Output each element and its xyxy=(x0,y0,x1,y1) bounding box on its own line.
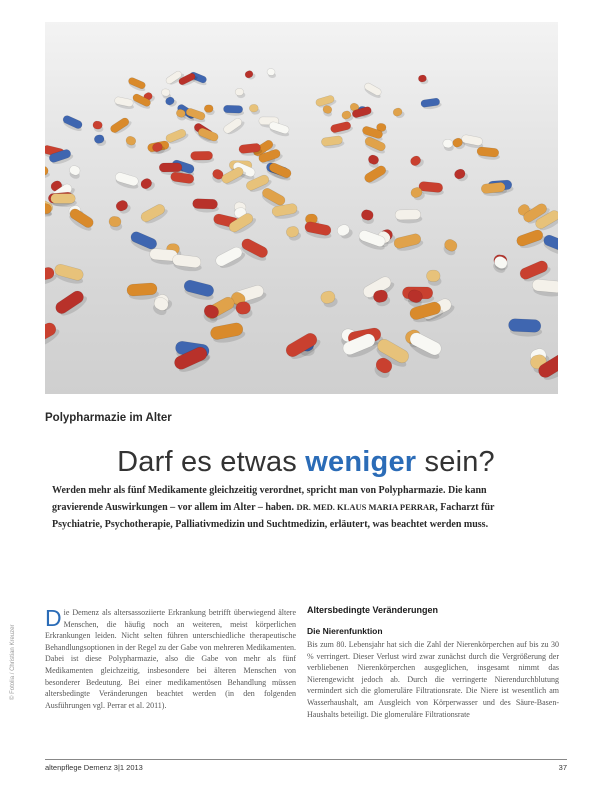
pill-shape xyxy=(113,96,135,110)
pill-shape xyxy=(191,151,215,163)
hero-photo-pills xyxy=(45,22,558,394)
dropcap-letter: D xyxy=(45,605,62,631)
pill-shape xyxy=(426,270,442,286)
pill-shape xyxy=(45,166,50,180)
pill-shape xyxy=(61,114,85,133)
pill-shape xyxy=(184,107,207,124)
pill-shape xyxy=(515,228,547,251)
pill-shape xyxy=(222,116,246,137)
pill-shape xyxy=(209,322,246,346)
pill-shape xyxy=(113,171,141,190)
page-number: 37 xyxy=(558,763,567,772)
headline-highlight: weniger xyxy=(305,446,417,478)
pill-shape xyxy=(124,135,139,150)
pill-shape xyxy=(442,139,455,152)
pill-shape xyxy=(531,279,558,298)
pill-shape xyxy=(192,199,219,213)
pill-shape xyxy=(109,116,133,137)
intro-text-1: Werden mehr als fünf Medikamente gleichzeitig verordnet, spricht man von Polypharmazie. Die kann gravierende Auswirkungen – vor allem im Alter – haben. xyxy=(52,485,487,513)
pill-shape xyxy=(360,209,376,225)
pill-shape xyxy=(223,105,244,116)
pill-shape xyxy=(321,135,345,149)
body-column-left xyxy=(45,607,296,711)
pill-shape xyxy=(420,97,442,110)
pill-shape xyxy=(244,69,256,81)
pill-shape xyxy=(52,263,86,286)
article-kicker: Polypharmazie im Alter xyxy=(45,412,172,424)
pill-shape xyxy=(139,202,169,227)
intro-text-2: , Facharzt für Psychiatrie, Psychotherapie, Palliativmedizin und Suchtmedizin, erläutert, was beachtet werden muss. xyxy=(52,502,495,530)
pill-shape xyxy=(409,153,426,170)
intro-author: DR. MED. KLAUS MARIA PERRAR xyxy=(296,502,436,512)
pill-shape xyxy=(336,222,355,241)
pill-shape xyxy=(481,182,508,197)
pill-shape xyxy=(406,330,445,362)
pills-illustration xyxy=(45,22,558,394)
pill-shape xyxy=(45,320,62,352)
pill-shape xyxy=(182,279,217,302)
pill-shape xyxy=(94,134,107,147)
footer-publication: altenpflege Demenz 3|1 2013 xyxy=(45,763,143,772)
pill-shape xyxy=(266,68,277,78)
pill-shape xyxy=(249,104,260,115)
subsection-heading: Die Nierenfunktion xyxy=(307,626,383,636)
pill-shape xyxy=(267,162,294,183)
body-column-right xyxy=(307,605,559,720)
page-footer xyxy=(45,759,567,772)
pill-shape xyxy=(204,105,214,115)
pill-shape xyxy=(418,74,429,85)
pill-shape xyxy=(395,209,422,223)
pill-shape xyxy=(127,282,160,300)
pill-shape xyxy=(235,88,246,98)
pill-shape xyxy=(392,106,406,119)
pill-shape xyxy=(362,82,384,100)
pill-shape xyxy=(53,288,89,320)
pill-shape xyxy=(393,232,424,253)
pill-shape xyxy=(139,176,156,194)
body-text-left: ie Demenz als altersassoziierte Erkrankung betrifft überwiegend ältere Menschen, die häufig noch an weiteren, meist körperlichen Erkrankungen leiden. Nicht selten führen unterschiedliche therapeutische Behandlungsoptionen in der Regel zu der Gabe von mehreren Medikamenten. Dabei ist diese Polypharmazie, also die Gabe von mehr als fünf Medikamenten gleichzeitig, insbesondere bei älteren Menschen von besonderer Bedeutung. Bei einer medikamentösen Behandlung müssen altersbedingte Veränderungen beachtet werden (in den folgenden Ausführungen vgl. Perrar et al. 2011). xyxy=(45,608,296,710)
pill-shape xyxy=(508,318,543,337)
article-headline xyxy=(0,446,612,479)
pill-shape xyxy=(453,167,469,183)
pill-shape xyxy=(476,147,500,161)
pill-shape xyxy=(285,225,301,242)
article-intro xyxy=(52,482,538,533)
pill-shape xyxy=(67,164,83,180)
pill-shape xyxy=(320,289,339,309)
pill-shape xyxy=(115,198,132,216)
pill-shape xyxy=(440,237,460,257)
pill-shape xyxy=(303,221,333,240)
pill-shape xyxy=(108,216,123,231)
section-heading: Altersbedingte Veränderungen xyxy=(307,605,439,615)
body-text-right: Bis zum 80. Lebensjahr hat sich die Zahl der Nierenkörperchen auf bis zu 30 % verringert. Dieser Verlust wird zwar zunächst durch die Vergrößerung der verbliebenen Nierenkörperchen ausgeglichen, insgesamt nimmt das Nierengewicht jedoch ab. Durch die verringerte Nierendurchblutung vermindert sich die glomeruläre Filtrationsrate. Die Niere ist wesentlich am Wasserhaushalt, am Ausgleich von Körperwasser und des Säure-Basen-Haushalts beteiligt. Die glomeruläre Filtrationsrate xyxy=(307,640,559,719)
pill-shape xyxy=(490,254,511,275)
headline-part1: Darf es etwas xyxy=(117,446,306,478)
pill-shape xyxy=(330,121,354,137)
pill-shape xyxy=(51,194,77,207)
headline-part2: sein? xyxy=(416,446,495,478)
pill-shape xyxy=(238,237,271,264)
pill-shape xyxy=(171,254,202,273)
pill-shape xyxy=(126,77,147,93)
pill-shape xyxy=(92,121,104,133)
pill-shape xyxy=(284,330,323,363)
photo-credit: © Fotolia / Christian Kreuzer xyxy=(10,624,16,700)
